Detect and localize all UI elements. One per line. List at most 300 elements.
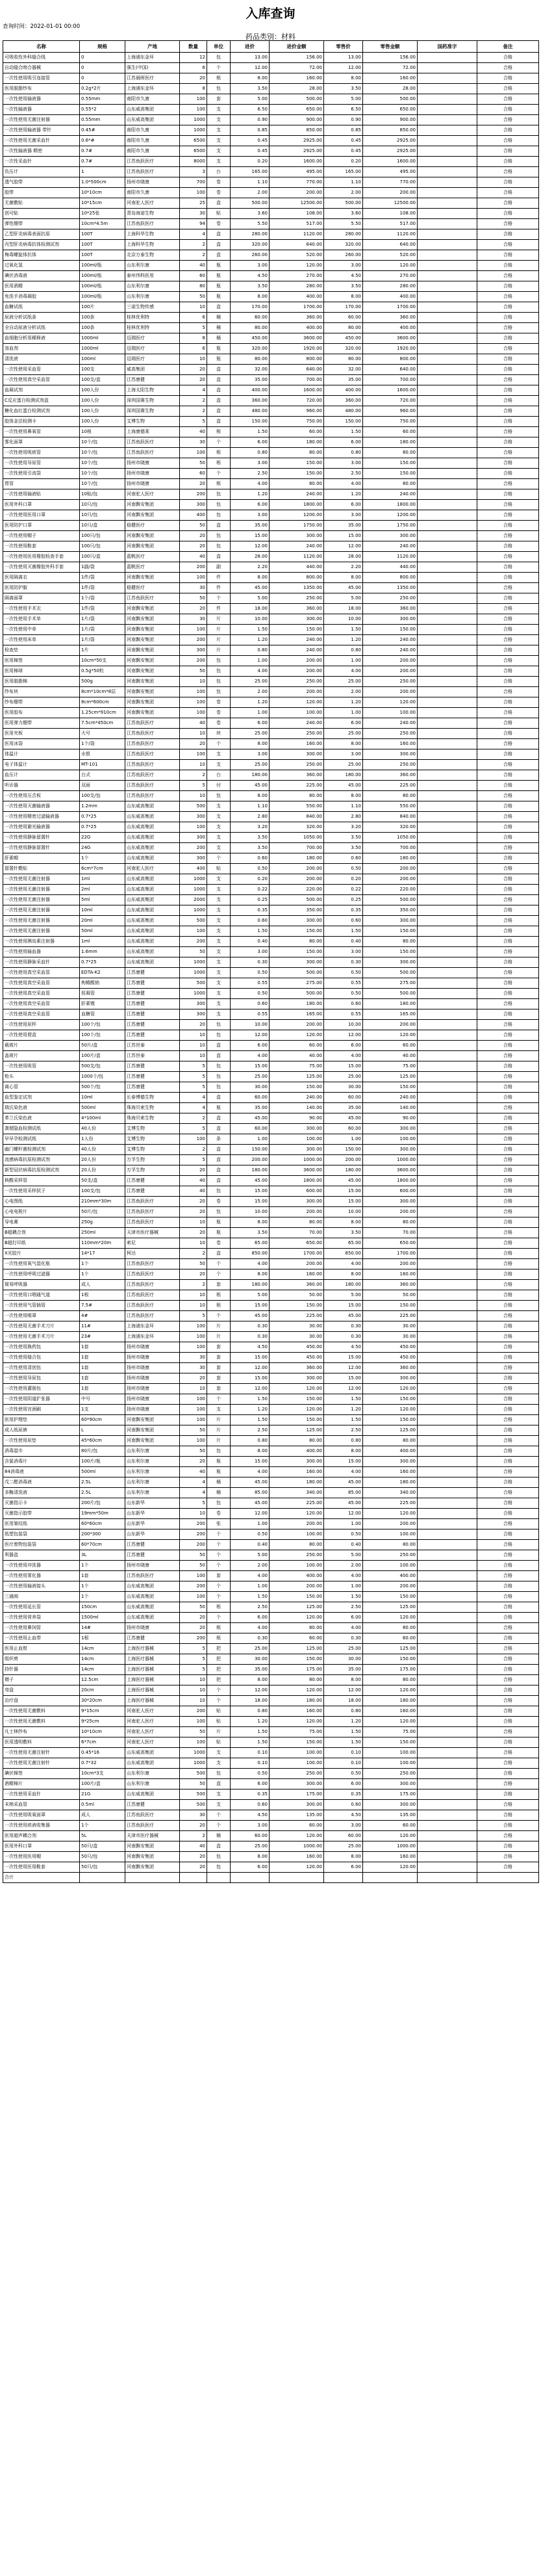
table-cell: 0.30 [231,957,270,968]
table-cell: 30.00 [363,1321,418,1332]
table-cell: 0.50 [324,864,363,874]
table-cell: 240.00 [270,1093,324,1103]
table-cell: 迈瑞医疗 [125,354,180,365]
table-cell: 江苏鱼跃医疗 [125,1821,180,1831]
table-cell: 包 [207,1072,231,1082]
table-cell: 山东威高集团 [125,853,180,864]
table-cell: 1920.00 [270,344,324,354]
table-cell: 300.00 [270,531,324,541]
table-cell: 100.00 [363,1758,418,1769]
table-cell: 迈瑞医疗 [125,344,180,354]
table-cell: 320.00 [231,344,270,354]
table-cell: 山东新华 [125,1509,180,1519]
table-cell: 盒 [207,229,231,240]
table-cell: 瓶 [207,1457,231,1467]
table-cell: 合格 [477,1353,539,1363]
table-cell: 50 [180,1602,207,1613]
table-cell: 8.00 [324,292,363,302]
table-cell: 180.00 [363,1477,418,1488]
table-cell: 15.00 [324,1301,363,1311]
table-cell: 0.85 [324,125,363,136]
table-cell: 河南飘安集团 [125,666,180,677]
table-cell: 一次性使用灌肠包 [3,1384,80,1394]
table-cell: 个 [207,63,231,73]
table-cell: 180.00 [270,437,324,448]
table-cell: 山东利尔康 [125,1779,180,1789]
table-cell: 125.00 [363,1425,418,1436]
table-cell: 江苏鱼跃医疗 [125,219,180,229]
table-cell: 1.10 [324,177,363,188]
table-cell: 20 [180,1165,207,1176]
table-cell: 大号 [80,729,125,739]
table-cell: 400.00 [324,385,363,396]
table-cell: 一次性使用止血带 [3,1633,80,1644]
table-cell: 山东威高集团 [125,105,180,115]
table-cell: 0.30 [324,1321,363,1332]
table-cell: 2.00 [324,687,363,697]
table-cell: 合格 [477,167,539,177]
table-cell: 一次性使用雾化器 [3,1571,80,1581]
table-cell [418,978,477,989]
table-cell: 10 [180,1696,207,1706]
table-cell: 合格 [477,1425,539,1436]
table-cell: 50片/包 [80,1207,125,1217]
table-cell: 100人份 [80,396,125,406]
table-cell: 一次性使用手术单 [3,614,80,625]
table-cell: 60.00 [270,1041,324,1051]
query-time: 查询时间：2022-01-01 00:00 [3,23,81,30]
table-cell: 7.5# [80,1301,125,1311]
table-cell: 3L [80,1550,125,1561]
table-cell: 合格 [477,625,539,635]
table-cell: 8.00 [231,1269,270,1280]
table-cell: 90.00 [270,1113,324,1124]
table-cell: 1000ml [80,344,125,354]
table-cell: 支 [207,760,231,770]
table-cell: 持针器 [3,1665,80,1675]
table-cell: 15.00 [324,1186,363,1197]
table-cell: 500.00 [270,895,324,905]
table-row [3,417,539,427]
table-cell: 包 [207,541,231,552]
table-cell: 10 [180,729,207,739]
table-cell: 2.00 [231,188,270,198]
table-cell: 可吸收性外科缝合线 [3,53,80,63]
table-cell: 合格 [477,313,539,323]
table-cell: 包 [207,531,231,541]
table-cell: 100ml [80,354,125,365]
table-cell: 100.00 [270,1134,324,1145]
table-cell [418,604,477,614]
table-cell: 140.00 [363,1103,418,1113]
table-cell: 合格 [477,1789,539,1800]
table-cell: 万孚生物 [125,1155,180,1165]
table-cell: 70.00 [270,1228,324,1238]
table-cell: 0.50 [231,989,270,999]
table-row [3,1675,539,1685]
table-cell [418,354,477,365]
table-cell: 12.00 [231,1363,270,1373]
table-cell: 300.00 [270,1779,324,1789]
table-cell: 10*10cm [80,188,125,198]
table-cell: 扬州市晓康 [125,1363,180,1373]
table-cell: 200.00 [270,1259,324,1269]
table-cell [418,937,477,947]
table-cell: 15.00 [324,1373,363,1384]
table-row [3,791,539,801]
table-cell: 4.00 [231,1623,270,1633]
table-cell: 合格 [477,1862,539,1873]
table-cell [418,1592,477,1602]
table-row [3,1571,539,1581]
table-cell: 艾博生物 [125,417,180,427]
table-cell: 125.00 [363,1644,418,1654]
table-cell: 合格 [477,500,539,510]
table-cell: 0.7*25 [80,957,125,968]
table-cell: 上海医疗器械 [125,1654,180,1665]
table-cell: 0.45 [324,146,363,157]
table-cell [418,989,477,999]
table-cell: 组织剪 [3,1654,80,1665]
table-cell: 150.00 [324,417,363,427]
table-cell [418,1529,477,1540]
table-cell: 28.00 [363,84,418,94]
table-cell: 溶血剂 [3,344,80,354]
table-cell: 合格 [477,448,539,458]
table-cell: 个 [207,469,231,479]
table-cell: 1.10 [324,801,363,812]
table-cell: 125.00 [270,1425,324,1436]
table-cell: 个 [207,1613,231,1623]
table-cell: 江苏鱼跃医疗 [125,770,180,781]
table-cell: 医用脱脂棉 [3,677,80,687]
table-cell: 1120.00 [270,229,324,240]
table-cell: 900.00 [270,115,324,125]
table-cell: 500个/包 [80,1082,125,1093]
table-cell: 索尼 [125,1238,180,1249]
table-cell: 700.00 [270,843,324,853]
table-cell: 8.00 [231,791,270,801]
table-row [3,281,539,292]
table-cell: 合格 [477,1613,539,1623]
table-cell: 一次性使用吸氧面罩 [3,1810,80,1821]
table-cell: 200 [180,1581,207,1592]
table-cell: 40人份 [80,1124,125,1134]
table-cell: 桂林优利特 [125,313,180,323]
table-cell: 江苏鱼跃医疗 [125,448,180,458]
table-cell [418,1363,477,1373]
table-cell: 10.00 [324,1207,363,1217]
table-cell: 150.00 [363,1592,418,1602]
table-cell: 360.00 [270,604,324,614]
table-cell: 0.20 [231,874,270,885]
table-cell: 0.10 [324,1748,363,1758]
table-cell: 4.50 [324,1342,363,1353]
table-cell: 180.00 [270,853,324,864]
table-cell: 件 [207,583,231,593]
table-cell: 500.00 [363,94,418,105]
table-cell: 770.00 [363,177,418,188]
table-cell: 桶 [207,1477,231,1488]
table-cell: 山东威高集团 [125,1613,180,1623]
table-cell: 江苏康健 [125,1072,180,1082]
table-cell [418,1800,477,1810]
table-row [3,136,539,146]
table-cell: 支 [207,916,231,926]
table-cell [418,1165,477,1176]
table-cell: 合格 [477,1280,539,1290]
column-header: 进价 [231,41,270,53]
table-cell: 0.30 [324,1332,363,1342]
table-cell: 85.00 [231,1488,270,1498]
table-cell: 18.00 [324,604,363,614]
table-cell: 850.00 [270,125,324,136]
table-cell: 支 [207,1758,231,1769]
table-cell: 合格 [477,1020,539,1030]
table-cell: 0.90 [231,115,270,125]
table-cell: 2ml [80,885,125,895]
table-row [3,73,539,84]
table-cell: 合格 [477,833,539,843]
table-cell: 一次性使用无菌手术刀片 [3,1321,80,1332]
table-cell: 20 [180,375,207,385]
table-cell: 8cm*600cm [80,697,125,708]
table-cell: 合格 [477,1769,539,1779]
table-cell: 240.00 [363,645,418,656]
table-cell [418,1332,477,1342]
table-row [3,1145,539,1155]
table-cell: 300.00 [270,749,324,760]
table-cell: 山东新华 [125,1519,180,1529]
table-cell: 10ml [80,1093,125,1103]
table-cell: 张 [207,1519,231,1529]
table-cell: 桶 [207,323,231,333]
table-cell: 100片/盒 [80,1051,125,1061]
table-cell: 全自动尿液分析试纸 [3,323,80,333]
table-cell: 合格 [477,1373,539,1384]
table-cell: 青岛海诺生物 [125,209,180,219]
table-cell: 扬州市晓康 [125,479,180,489]
table-cell: 100片 [80,302,125,313]
table-cell: 6.00 [324,1613,363,1623]
table-cell [418,458,477,469]
table-cell: 160.00 [270,73,324,84]
table-cell: 25.00 [324,729,363,739]
table-cell: 200.00 [270,1519,324,1529]
table-row [3,1789,539,1800]
table-cell: 50.00 [270,1290,324,1301]
table-cell: 1000 [180,989,207,999]
table-cell: 2925.00 [363,146,418,157]
table-cell [418,1862,477,1873]
table-cell: 400 [180,864,207,874]
table-cell: 0.60 [231,1800,270,1810]
table-cell: 清洗液 [3,354,80,365]
table-cell: 1000 [180,905,207,916]
table-cell [418,489,477,500]
table-cell: 珠海贝索生物 [125,1103,180,1113]
table-row [3,656,539,666]
table-cell: 400.00 [363,1446,418,1457]
table-cell: 0.55 [324,978,363,989]
table-cell: 650.00 [270,105,324,115]
table-cell: 80.00 [363,1217,418,1228]
table-cell: 240.00 [363,635,418,645]
table-cell [418,1093,477,1103]
table-cell: 0.45*16 [80,1748,125,1758]
table-cell: 60.00 [363,1821,418,1831]
table-cell: 45.00 [231,1176,270,1186]
table-cell: 150.00 [363,947,418,957]
table-cell: 个 [207,1529,231,1540]
table-row [3,333,539,344]
table-cell: 0.80 [231,448,270,458]
table-cell: 200片/包 [80,1498,125,1509]
table-cell: 合格 [477,229,539,240]
table-cell: 360.00 [363,770,418,781]
table-cell: 80.00 [324,354,363,365]
table-row [3,1644,539,1654]
table-cell: 10 [180,1217,207,1228]
table-cell: 100片/瓶 [80,1457,125,1467]
table-cell: 10*10cm [80,1727,125,1737]
table-cell: 300.00 [270,1124,324,1134]
table-row [3,1800,539,1810]
table-row [3,1509,539,1519]
table-cell: 150.00 [270,1415,324,1425]
table-cell: 盒 [207,365,231,375]
table-cell: 合格 [477,864,539,874]
table-cell: 合格 [477,365,539,375]
table-cell: 500g [80,677,125,687]
table-cell: 2.00 [231,687,270,697]
table-cell: 500ml [80,1103,125,1113]
table-cell: 20 [180,1373,207,1384]
table-row [3,957,539,968]
table-cell: 包 [207,510,231,521]
table-cell: 40 [180,1467,207,1477]
table-cell: 0.55mm [80,94,125,105]
table-cell [418,697,477,708]
table-cell: 100 [180,625,207,635]
table-row [3,240,539,250]
table-cell: 480.00 [324,406,363,417]
table-cell: 45.00 [324,1311,363,1321]
table-cell: 瓶 [207,1467,231,1477]
table-cell: 200.00 [270,874,324,885]
table-cell: 河南飘安集团 [125,656,180,666]
table-cell: 合格 [477,843,539,853]
table-cell: 一次性使用气管插管 [3,1301,80,1311]
table-cell: 江苏世泰 [125,1041,180,1051]
table-cell: 19mm*50m [80,1509,125,1519]
table-cell: 180.00 [270,999,324,1009]
table-cell: 200.00 [324,1155,363,1165]
table-cell: 165.00 [270,1009,324,1020]
table-cell: 200.00 [231,1155,270,1165]
table-cell: 25.00 [231,1072,270,1082]
table-cell: 100人份 [80,406,125,417]
table-cell: 3.00 [324,947,363,957]
table-cell: 850.00 [231,1249,270,1259]
table-cell: 促凝管 [80,989,125,999]
table-cell: 1000个/包 [80,1072,125,1082]
table-cell: 1片 [80,645,125,656]
table-cell: 280.00 [270,281,324,292]
table-cell: 江苏晨晖医疗 [125,73,180,84]
table-cell: 100 [180,1394,207,1405]
table-cell: 12.00 [324,63,363,73]
table-cell: 合格 [477,1009,539,1020]
table-cell [418,1113,477,1124]
table-cell: 250g [80,1217,125,1228]
table-cell: 1800.00 [363,500,418,510]
table-row [3,365,539,375]
table-cell: 医用酒精 [3,281,80,292]
table-cell: 流感病毒抗原检测试剂 [3,1155,80,1165]
table-cell: 4.00 [231,1467,270,1477]
table-cell: 3600.00 [363,1165,418,1176]
page-title: 入库查询 [245,7,296,21]
table-row [3,1862,539,1873]
table-cell: 180.00 [324,770,363,781]
table-cell: 盖玻片 [3,1051,80,1061]
table-cell: 胃管 [3,479,80,489]
table-cell [418,1810,477,1821]
table-cell: 支 [207,968,231,978]
table-cell: 12.00 [231,63,270,73]
table-cell: 200 [180,562,207,573]
table-cell: 泰州伟科医用 [125,271,180,281]
table-cell: 80.00 [270,1540,324,1550]
table-cell [418,1134,477,1145]
table-cell: 合格 [477,947,539,957]
table-cell [418,1623,477,1633]
table-row [3,105,539,115]
table-cell: 江苏康健 [125,1009,180,1020]
table-cell: 30 [180,1810,207,1821]
table-cell: 一次性使用缝合包 [3,1353,80,1363]
table-cell: 500 [180,1769,207,1779]
table-cell: 75.00 [270,1727,324,1737]
table-cell: 160.00 [363,1269,418,1280]
table-cell: 包 [207,84,231,94]
table-cell: 300.00 [363,1457,418,1467]
table-cell: 180.00 [324,1165,363,1176]
table-cell: 1ml [80,937,125,947]
table-cell: 15.00 [231,1061,270,1072]
table-cell: 100 [180,926,207,937]
table-row [3,1529,539,1540]
table-cell: 江苏鱼跃医疗 [125,1301,180,1311]
table-cell: 合格 [477,1197,539,1207]
table-row [3,1113,539,1124]
table-cell: 1根 [80,1290,125,1301]
table-cell: 120.00 [363,1717,418,1727]
table-cell: 200.00 [270,1581,324,1592]
table-cell: 500 [180,978,207,989]
table-cell: 250.00 [270,760,324,770]
table-cell: 150.00 [270,625,324,635]
table-cell: 一次性使用采样拭子 [3,1186,80,1197]
table-cell: 1.00 [231,1134,270,1145]
table-row [3,729,539,739]
table-cell: 盒 [207,396,231,406]
table-cell [418,437,477,448]
table-cell: 100 [180,1571,207,1581]
table-cell: 弹性绷带 [3,219,80,229]
table-cell: 导电膏 [3,1217,80,1228]
